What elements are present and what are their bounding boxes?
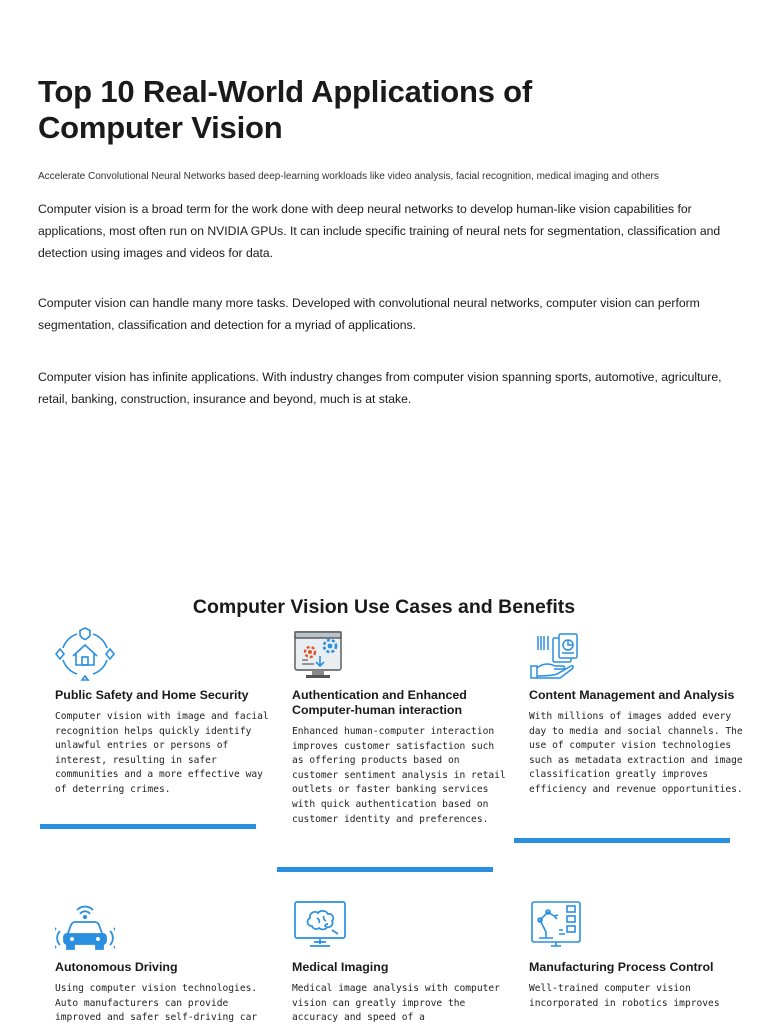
- connected-car-icon: [55, 898, 115, 954]
- card-body: Medical image analysis with computer vision can greatly improve the accuracy and speed of a: [292, 983, 500, 1024]
- card-heading: Public Safety and Home Security: [55, 688, 249, 702]
- brain-monitor-icon: [292, 898, 352, 954]
- intro-paragraph-3: Computer vision has infinite applications. With industry changes from computer vision spanning sports, automotive, agriculture, retail, banking, construction, insurance and beyond, much is at stake.: [38, 370, 722, 406]
- intro-paragraph-2: Computer vision can handle many more tasks. Developed with convolutional neural networks, computer vision can perform segmentation, classification and detection for a myriad of applications.: [38, 296, 700, 332]
- shield-home-icon: [55, 626, 115, 682]
- use-case-card-manufacturing: [529, 898, 745, 1011]
- card-heading: Autonomous Driving: [55, 960, 178, 974]
- intro-paragraph-1: Computer vision is a broad term for the work done with deep neural networks to develop human-like vision capabilities for applications, most often run on NVIDIA GPUs. It can include specific training of neural nets for segmentation, classification and detection using images and videos for data.: [38, 202, 721, 260]
- card-heading: Authentication and Enhanced Computer-human interaction: [292, 688, 467, 717]
- use-case-card-authentication: [292, 626, 508, 827]
- card-accent-bar: [277, 867, 493, 872]
- page-title: Top 10 Real-World Applications of Computer Vision: [38, 74, 533, 145]
- card-heading: Manufacturing Process Control: [529, 960, 714, 974]
- card-accent-bar: [514, 838, 730, 843]
- content-hand-icon: [529, 626, 589, 682]
- use-cases-title: Computer Vision Use Cases and Benefits: [192, 596, 576, 618]
- card-heading: Content Management and Analysis: [529, 688, 735, 702]
- card-heading: Medical Imaging: [292, 960, 389, 974]
- card-body: Well-trained computer vision incorporated in robotics improves: [529, 983, 720, 1009]
- use-case-card-public-safety: [55, 626, 271, 798]
- card-accent-bar: [40, 824, 256, 829]
- robot-arm-icon: [529, 898, 589, 954]
- use-case-card-content-management: [529, 626, 745, 798]
- card-body: Computer vision with image and facial recognition helps quickly identify unlawful entries or persons of interest, resulting in safer communities and a more effective way of deterring crimes.: [55, 711, 269, 795]
- use-case-card-autonomous-driving: [55, 898, 271, 1026]
- monitor-gears-icon: [292, 626, 352, 682]
- card-body: Enhanced human-computer interaction improves customer satisfaction such as offering products based on customer sentiment analysis in retail outlets or faster banking services with quick authentication based on customer identity and preferences.: [292, 726, 506, 825]
- page-subtitle: Accelerate Convolutional Neural Networks based deep-learning workloads like video analysis, facial recognition, medical imaging and others: [38, 171, 659, 182]
- use-case-card-medical-imaging: [292, 898, 508, 1026]
- card-body: With millions of images added every day to media and social channels. The use of computer vision technologies such as metadata extraction and image classification greatly improves efficiency and revenue opportunities.: [529, 711, 743, 795]
- card-body: Using computer vision technologies. Auto manufacturers can provide improved and safer self-driving car: [55, 983, 258, 1024]
